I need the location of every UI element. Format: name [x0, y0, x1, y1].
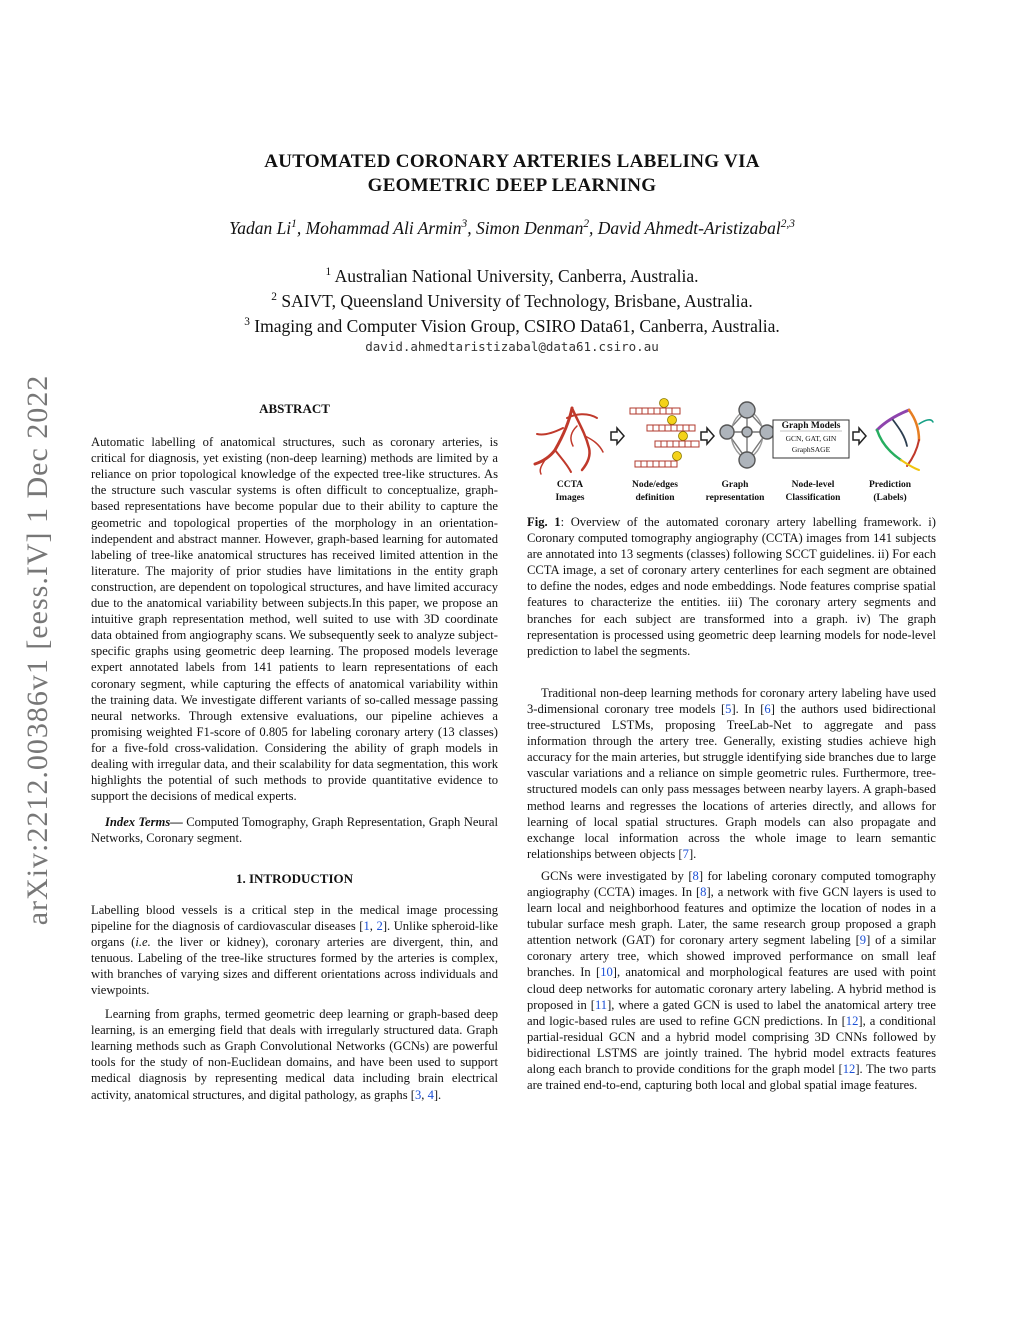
citation-link[interactable]: 11: [594, 997, 608, 1012]
stage-label-nodes: Node/edges definition: [632, 480, 678, 503]
abstract-text: Automatic labelling of anatomical structures, such as coronary arteries, is critical for diagnosis, yet existing (non-deep learning) methods are limited by a reliance on prior topological knowledge of the expected tree-like structures. As the structure such vascular systems is often difficult to conceptualize, graph-based representations have become popular due to their ability to capture the geometric and topological properties of the morphology in an orientation-independent and abstract manner. However, graph-based learning for automated labeling of tree-like anatomical structures has received limited attention in the literature. The majority of prior studies have limitations in the entity graph construction, are dependent on topological structures, and have limited accuracy due to the anatomical variability between subjects.In this paper, we propose an intuitive graph representation method, well suited to use with 3D coordinate data obtained from angiography scans. We subsequently seek to analyze subject-specific graphs using geometric deep learning. The proposed models leverage expert annotated labels from 141 patients to learn representations of each coronary segment, while capturing the effects of anatomical variability within the training data. We investigate different variants of so-called message passing neural networks. Through extensive evaluations, our pipeline achieves a promising weighted F1-score of 0.805 for labeling coronary artery (13 classes) for a five-fold cross-validation. Considering the ability of graph models in dealing with irregular data, and their scalability for data segmentation, this work highlights the potential of such methods to provide quantitative evidence to support the decisions of medical experts.: [91, 435, 498, 804]
graph-representation: [720, 402, 774, 468]
affiliation-line: $^2$ SAIVT, Queensland University of Technology, Brisbane, Australia.: [271, 291, 753, 311]
index-terms-label: Index Terms—: [105, 815, 183, 830]
contact-email[interactable]: david.ahmedtaristizabal@data61.csiro.au: [365, 339, 659, 354]
arrow-icon: [853, 428, 866, 444]
citation-link[interactable]: 5: [725, 701, 732, 716]
right-paragraph-1: Traditional non-deep learning methods for coronary artery labeling have used 3-dimensional coronary tree models [5]. In [6] the authors used bidirectional tree-structured LSTMs, proposing TreeLab-Net to aggregate and pass information through the artery tree. Generally, existing studies achieve high accuracy for the main arteries, but struggle identifying side branches due to large vascular variations and a reliance on simple geometric rules. Furthermore, tree-structured models can only pass messages between nearby layers. A graph-based method learns and regresses the locations of arteries directly, and allows for learning of local spatial structures. Graph models can also propagate and exchange local information across the whole image to learn semantic relationships between objects [7].: [527, 685, 936, 861]
stage-label-graph: Graph representation: [705, 480, 765, 503]
citation-link[interactable]: 8: [700, 884, 707, 899]
citation-link[interactable]: 12: [845, 1013, 859, 1028]
citation-link[interactable]: 4: [427, 1087, 434, 1102]
author-name: Mohammad Ali Armin: [305, 218, 462, 238]
arxiv-identifier: arXiv:2212.00386v1 [eess.IV] 1 Dec 2022: [21, 374, 54, 926]
author-name: David Ahmedt-Aristizabal: [597, 218, 781, 238]
arxiv-sidebar: [10, 330, 66, 970]
figure-1: [527, 398, 936, 510]
author-list: Yadan Li$^1$, Mohammad Ali Armin$^3$, Simon Denman$^2$, David Ahmedt-Aristizabal$^{2,3}$: [229, 218, 795, 238]
graph-models-title: Graph Models: [781, 421, 841, 431]
figure-caption-label: Fig. 1: [527, 515, 561, 529]
figure-caption: Fig. 1: Overview of the automated coronary artery labelling framework. i) Coronary computed tomography angiography (CCTA) images from 141 subjects are annotated into 13 segments (classes) following SCCT guidelines. ii) For each CCTA image, a set of coronary artery centerlines for each segment are obtained to define the nodes, edges and node embeddings. Node features comprise spatial features to characterize the entities. iii) The coronary artery segments and branches for each subject are transformed into a graph. iv) The graph representation is processed using geometric deep learning models for node-level prediction to label the segments.: [527, 515, 936, 658]
prediction-labels-image: [877, 410, 933, 470]
ccta-vessel-image: [535, 408, 603, 474]
stage-label-prediction: Prediction (Labels): [868, 480, 912, 503]
citation-link[interactable]: 6: [764, 701, 771, 716]
abstract-heading: ABSTRACT: [259, 401, 330, 416]
citation-link[interactable]: 8: [692, 868, 699, 883]
right-column: [527, 514, 936, 1093]
index-terms-text: Computed Tomography, Graph Representation, Graph Neural Networks, Coronary segment.: [91, 815, 498, 846]
index-terms: [91, 814, 498, 846]
citation-link[interactable]: 12: [842, 1062, 856, 1076]
citation-link[interactable]: 10: [600, 965, 613, 980]
author-affil-sup: 3: [461, 218, 468, 231]
graph-models-line-2: GraphSAGE: [791, 445, 831, 454]
affiliation-list: [100, 264, 924, 339]
paper-title: [150, 150, 874, 198]
pipeline-diagram: [527, 398, 936, 478]
author-affil-sup: 2,3: [780, 218, 795, 231]
left-column: [91, 401, 498, 1103]
title-line-1: AUTOMATED CORONARY ARTERIES LABELING VIA: [264, 151, 760, 172]
author-affil-sup: 2: [583, 218, 590, 231]
affiliation-line: $^1$ Australian National University, Canberra, Australia.: [325, 266, 699, 286]
citation-link[interactable]: 9: [859, 933, 867, 948]
author-name: Yadan Li: [229, 218, 292, 238]
citation-link[interactable]: 1: [363, 918, 370, 933]
arrow-icon: [701, 428, 714, 444]
citation-link[interactable]: 3: [414, 1087, 422, 1102]
stage-label-classification: Node-level Classification: [785, 480, 841, 503]
intro-paragraph-1: Labelling blood vessels is a critical step in the medical image processing pipeline for the diagnosis of cardiovascular diseases [1, 2]. Unlike spheroid-like organs (i.e. the liver or kidney), coronary arteries are divergent, thin, and tenuous. Labeling of the tree-like structures formed by the arteries is complex, with branches of varying sizes and different orientations across individuals and viewpoints.: [91, 902, 498, 997]
citation-link[interactable]: 2: [376, 918, 383, 933]
author-affil-sup: 1: [291, 218, 297, 231]
title-line-2: GEOMETRIC DEEP LEARNING: [367, 175, 657, 196]
introduction-heading: 1. INTRODUCTION: [235, 871, 353, 887]
arrow-icon: [611, 428, 624, 444]
stage-label-ccta: CCTA Images: [555, 480, 585, 503]
affiliation-line: $^3$ Imaging and Computer Vision Group, CSIRO Data61, Canberra, Australia.: [244, 316, 780, 336]
citation-link[interactable]: 7: [682, 846, 689, 861]
right-paragraph-2: GCNs were investigated by [8] for labeling coronary computed tomography angiography (CCTA) images. In [8], a network with five GCN layers is used to learn local and neighborhood features and optimize the location of nodes in a tubular surface mesh graph. Later, the same research group proposed a graph attention network (GAT) for coronary artery segment labeling [9] of a similar coronary artery tree, which showed improved performance on small leaf branches. In [10], anatomical and morphological features are used with point cloud deep networks for automatic coronary artery labeling. A hybrid method is proposed in [11], where a gated GCN is used to label the anatomical artery tree and logic-based rules are used to refine GCN predictions. In [12], a conditional partial-residual GCN and a hybrid model comprising 3D CNNs followed by bidirectional LSTMS are jointly trained. The hybrid model extracts features along each branch to provide conditions for the graph model [12]. The two parts are trained end-to-end, capturing both local and global spatial image features.: [527, 868, 936, 1093]
graph-models-line-1: GCN, GAT, GIN: [785, 434, 837, 443]
intro-paragraph-2: Learning from graphs, termed geometric deep learning or graph-based deep learning, is an emerging field that deals with irregularly structured data. Graph learning methods such as Graph Convolutional Networks (GCNs) are powerful tools for the study of non-Euclidean domains, and have been used to support medical diagnosis by representing medical data including brain electrical activity, anatomical structures, and digital pathology, as graphs [3, 4].: [91, 1007, 498, 1102]
graph-models-text: [773, 421, 849, 455]
segment-chains: [630, 399, 699, 468]
author-name: Simon Denman: [475, 218, 584, 238]
